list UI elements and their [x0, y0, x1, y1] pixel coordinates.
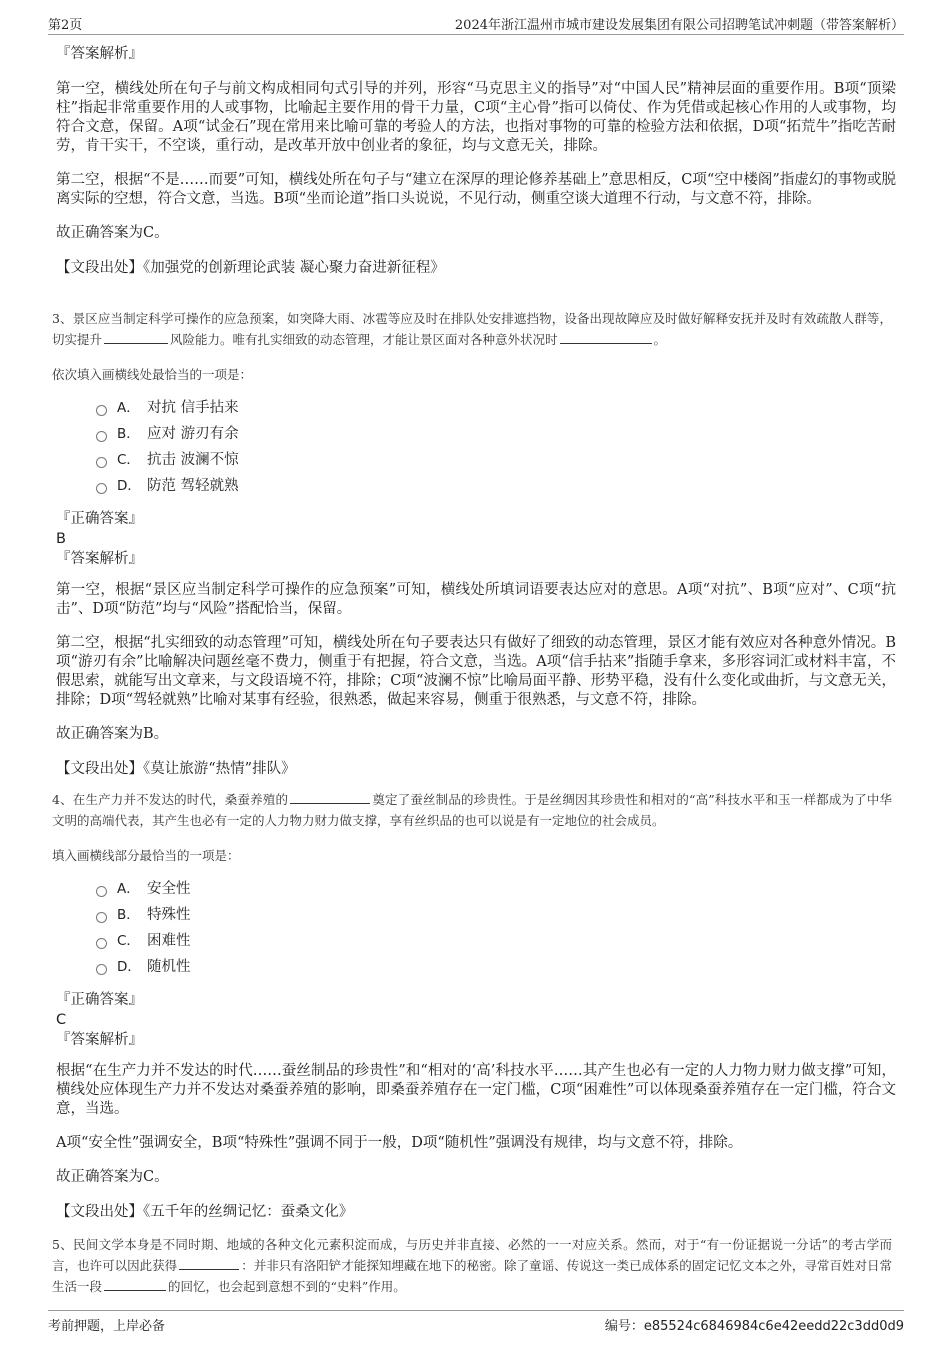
q4-options	[96, 876, 896, 980]
document-title: 2024年浙江温州市城市建设发展集团有限公司招聘笔试冲刺题（带答案解析）	[454, 18, 904, 33]
q3-option-a[interactable]: A． 对抗 信手拈来	[96, 395, 896, 421]
q4-analysis-label: 『答案解析』	[56, 1032, 143, 1048]
q3-question	[52, 308, 892, 350]
q4-text-a: 4、在生产力并不发达的时代，桑蚕养殖的	[52, 792, 289, 807]
footer-slogan: 考前押题，上岸必备	[48, 1319, 166, 1334]
q5-blank-1	[179, 1256, 239, 1270]
q2-analysis-para1: 第一空，横线处所在句子与前文构成相同句式引导的并列，形容“马克思主义的指导”对“中国人民”精神层面的重要作用。B项“顶梁柱”指起非常重要作用的人或事物，比喻起主要作用的骨干力量，C项“主心骨”指可以倚仗、作为凭借或起核心作用的人或事物，均符合文意，保留。A项“试金石”现在常用来比喻可靠的考验人的方法，也指对事物的可靠的检验方法和依据，D项“拓荒牛”指吃苦耐劳，肯干实干，不空谈，重行动，是改革开放中创业者的象征，均与文意无关，排除。	[56, 81, 896, 154]
radio-icon[interactable]	[96, 457, 107, 468]
q3-correct-label: 『正确答案』	[56, 511, 143, 527]
q3-analysis-label: 『答案解析』	[56, 551, 143, 567]
radio-icon[interactable]	[96, 912, 107, 923]
q4-option-a[interactable]: A． 安全性	[96, 876, 896, 902]
main-content	[52, 44, 896, 1312]
q5-text-c: 的回忆，也会起到意想不到的“史料”作用。	[168, 1279, 406, 1294]
page-footer	[48, 1310, 904, 1333]
q3-blank-1	[104, 330, 168, 344]
footer-serial: 编号：e85524c6846984c6e42eedd22c3dd0d9	[604, 1319, 904, 1334]
q3-correct-answer: B	[56, 531, 66, 547]
q4-analysis-para2: A项“安全性”强调安全，B项“特殊性”强调不同于一般，D项“随机性”强调没有规律，均与文意不符，排除。	[56, 1135, 743, 1151]
q4-conclusion: 故正确答案为C。	[56, 1169, 169, 1185]
q3-conclusion: 故正确答案为B。	[56, 726, 169, 742]
q4-source: 【文段出处】《五千年的丝绸记忆：蚕桑文化》	[56, 1204, 354, 1220]
radio-icon[interactable]	[96, 483, 107, 494]
page-header	[48, 12, 904, 35]
q2-analysis-label: 『答案解析』	[56, 46, 143, 62]
q4-option-b[interactable]: B． 特殊性	[96, 902, 896, 928]
q4-blank-1	[290, 790, 370, 804]
q3-analysis-para2: 第二空，根据“扎实细致的动态管理”可知，横线处所在句子要表达只有做好了细致的动态管理，景区才能有效应对各种意外情况。B项“游刃有余”比喻解决问题丝毫不费力，侧重于有把握，符合文意，当选。A项“信手拈来”指随手拿来，多形容词汇或材料丰富，不假思索，就能写出文章来，与文段语境不符，排除；C项“波澜不惊”比喻局面平静、形势平稳，没有什么变化或曲折，与文意无关，排除；D项“驾轻就熟”比喻对某事有经验，很熟悉，做起来容易，侧重于很熟悉，与文意不符，排除。	[56, 635, 896, 708]
q4-correct-label: 『正确答案』	[56, 992, 143, 1008]
q4-correct-answer: C	[56, 1012, 67, 1028]
q5-text-b: ：并非只有洛阳铲才能探知埋藏在地下的秘密。除了童谣、传说这一类已成体系的固定记忆文本之外，寻常百姓对日常生活一段	[52, 1258, 892, 1294]
q3-analysis-para1: 第一空，根据“景区应当制定科学可操作的应急预案”可知，横线处所填词语要表达应对的意思。A项“对抗”、B项“应对”、C项“抗击”、D项“防范”均与“风险”搭配恰当，保留。	[56, 582, 896, 617]
q3-blank-2	[560, 330, 652, 344]
radio-icon[interactable]	[96, 405, 107, 416]
q3-source: 【文段出处】《莫让旅游“热情”排队》	[56, 761, 296, 777]
q3-text-b: 风险能力。唯有扎实细致的动态管理，才能让景区面对各种意外状况时	[170, 332, 558, 347]
q3-option-c[interactable]: C． 抗击 波澜不惊	[96, 447, 896, 473]
q3-instruction: 依次填入画横线处最恰当的一项是：	[52, 367, 253, 382]
q5-text-a: 5、民间文学本身是不同时期、地域的各种文化元素积淀而成，与历史并非直接、必然的一一对应关系。然而，对于“有一份证据说一分话”的考古学而言，也许可以因此获得	[52, 1237, 892, 1273]
q2-source: 【文段出处】《加强党的创新理论武装 凝心聚力奋进新征程》	[56, 260, 445, 276]
page-number: 第2页	[48, 18, 83, 33]
radio-icon[interactable]	[96, 431, 107, 442]
q2-analysis-para2: 第二空，根据“不是……而要”可知，横线处所在句子与“建立在深厚的理论修养基础上”意思相反，C项“空中楼阁”指虚幻的事物或脱离实际的空想，符合文意，当选。B项“坐而论道”指口头说说，不见行动，侧重空谈大道理不行动，与文意不符，排除。	[56, 172, 896, 207]
q3-text-c: 。	[653, 332, 667, 347]
q3-options	[96, 395, 896, 499]
q4-instruction: 填入画横线部分最恰当的一项是：	[52, 848, 240, 863]
q3-text-a: 3、景区应当制定科学可操作的应急预案，如突降大雨、冰雹等应及时在排队处安排遮挡物，设备出现故障应及时做好解释安抚并及时有效疏散人群等，切实提升	[52, 311, 892, 347]
q5-question	[52, 1234, 892, 1297]
q3-option-b[interactable]: B． 应对 游刃有余	[96, 421, 896, 447]
radio-icon[interactable]	[96, 886, 107, 897]
radio-icon[interactable]	[96, 938, 107, 949]
radio-icon[interactable]	[96, 964, 107, 975]
q3-option-d[interactable]: D． 防范 驾轻就熟	[96, 473, 896, 499]
q4-option-d[interactable]: D． 随机性	[96, 954, 896, 980]
q5-blank-2	[104, 1277, 166, 1291]
q2-conclusion: 故正确答案为C。	[56, 225, 169, 241]
q4-option-c[interactable]: C． 困难性	[96, 928, 896, 954]
q4-question	[52, 789, 892, 831]
q4-analysis-para1: 根据“在生产力并不发达的时代……蚕丝制品的珍贵性”和“相对的‘高’科技水平……其产生也必有一定的人力物力财力做支撑”可知，横线处应体现生产力并不发达对桑蚕养殖的影响，即桑蚕养殖存在一定门槛，C项“困难性”可以体现桑蚕养殖存在一定门槛，符合文意，当选。	[56, 1063, 896, 1117]
q4-text-b: 奠定了蚕丝制品的珍贵性。于是丝绸因其珍贵性和相对的“高”科技水平和玉一样都成为了中华文明的高端代表，其产生也必有一定的人力物力财力做支撑，享有丝织品的也可以说是有一定地位的社会成员。	[52, 792, 892, 828]
